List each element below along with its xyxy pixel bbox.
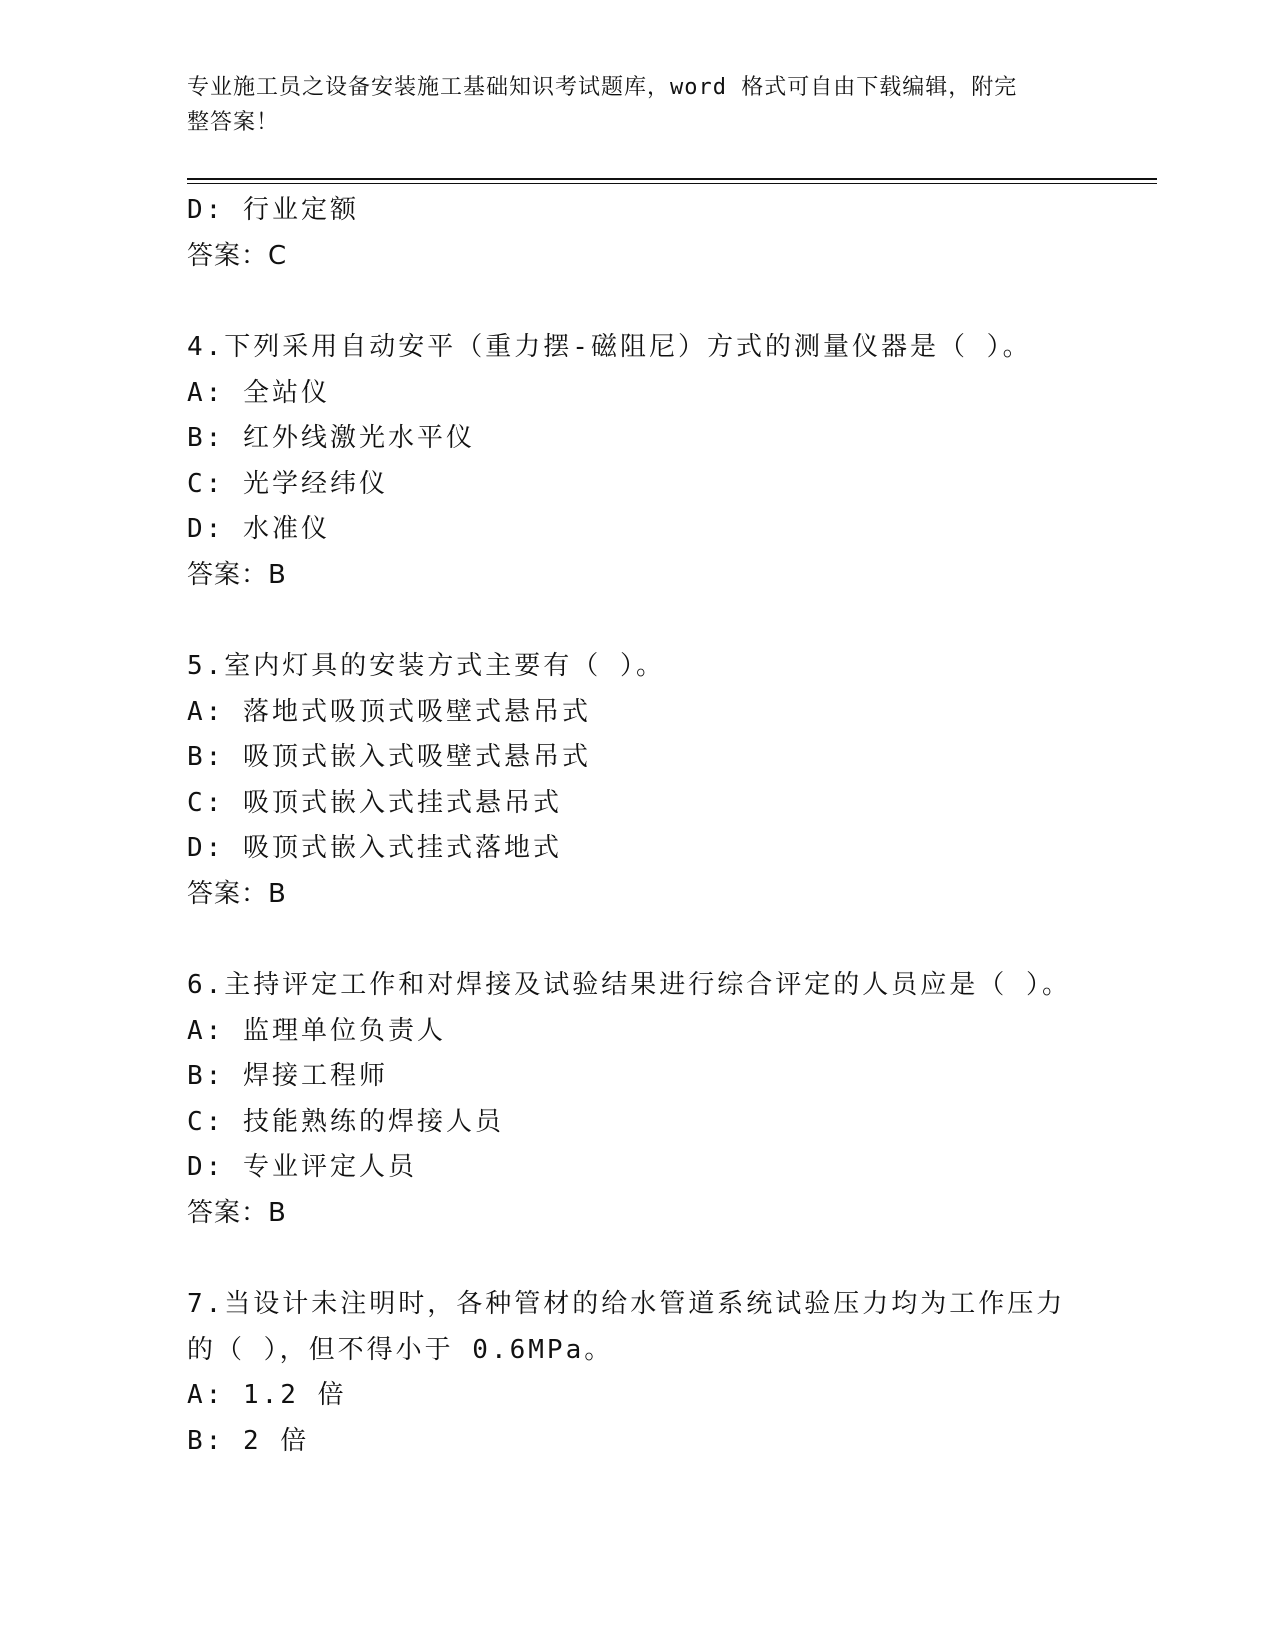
question-6-option-a: A: 监理单位负责人 <box>187 1015 446 1046</box>
question-5-option-d: D: 吸顶式嵌入式挂式落地式 <box>187 833 562 863</box>
spacer <box>187 1236 1147 1282</box>
question-5-text: 5.室内灯具的安装方式主要有（ ）。 <box>187 651 665 681</box>
question-5-option-a: A: 落地式吸顶式吸壁式悬吊式 <box>187 696 591 727</box>
spacer <box>187 917 1147 963</box>
header-line-1: 专业施工员之设备安装施工基础知识考试题库，word 格式可自由下载编辑，附完 <box>187 75 1018 100</box>
question-6-option-c: C: 技能熟练的焊接人员 <box>187 1106 504 1137</box>
question-7-option-a: A: 1.2 倍 <box>187 1380 347 1410</box>
spacer <box>187 279 1147 325</box>
prev-question-answer: 答案：C <box>187 240 288 271</box>
spacer <box>187 598 1147 644</box>
question-4-option-a: A: 全站仪 <box>187 377 330 408</box>
question-7-option-b: B: 2 倍 <box>187 1425 310 1456</box>
question-4-option-c: C: 光学经纬仪 <box>187 468 388 499</box>
document-header <box>187 70 1067 140</box>
header-divider-thick <box>187 178 1157 180</box>
question-6-option-b: B: 焊接工程师 <box>187 1061 388 1091</box>
question-5-option-c: C: 吸顶式嵌入式挂式悬吊式 <box>187 787 562 818</box>
question-6-text: 6.主持评定工作和对焊接及试验结果进行综合评定的人员应是（ ）。 <box>187 970 1071 1000</box>
question-4-option-d: D: 水准仪 <box>187 514 330 544</box>
question-7-text-line-1: 7.当设计未注明时，各种管材的给水管道系统试验压力均为工作压力 <box>187 1289 1066 1319</box>
question-4-text: 4.下列采用自动安平（重力摆-磁阻尼）方式的测量仪器是（ ）。 <box>187 332 1032 362</box>
question-7-text-line-2: 的（ ），但不得小于 0.6MPa。 <box>187 1334 614 1365</box>
question-list <box>187 188 1147 1464</box>
question-4-answer: 答案：B <box>187 559 287 590</box>
prev-question-option-d: D: 行业定额 <box>187 195 359 225</box>
question-5-option-b: B: 吸顶式嵌入式吸壁式悬吊式 <box>187 742 591 772</box>
question-6-option-d: D: 专业评定人员 <box>187 1152 417 1182</box>
question-4-option-b: B: 红外线激光水平仪 <box>187 423 475 453</box>
question-6-answer: 答案：B <box>187 1197 287 1228</box>
header-line-2: 整答案！ <box>187 110 280 135</box>
header-divider-thin <box>187 183 1157 184</box>
question-5-answer: 答案：B <box>187 878 287 909</box>
